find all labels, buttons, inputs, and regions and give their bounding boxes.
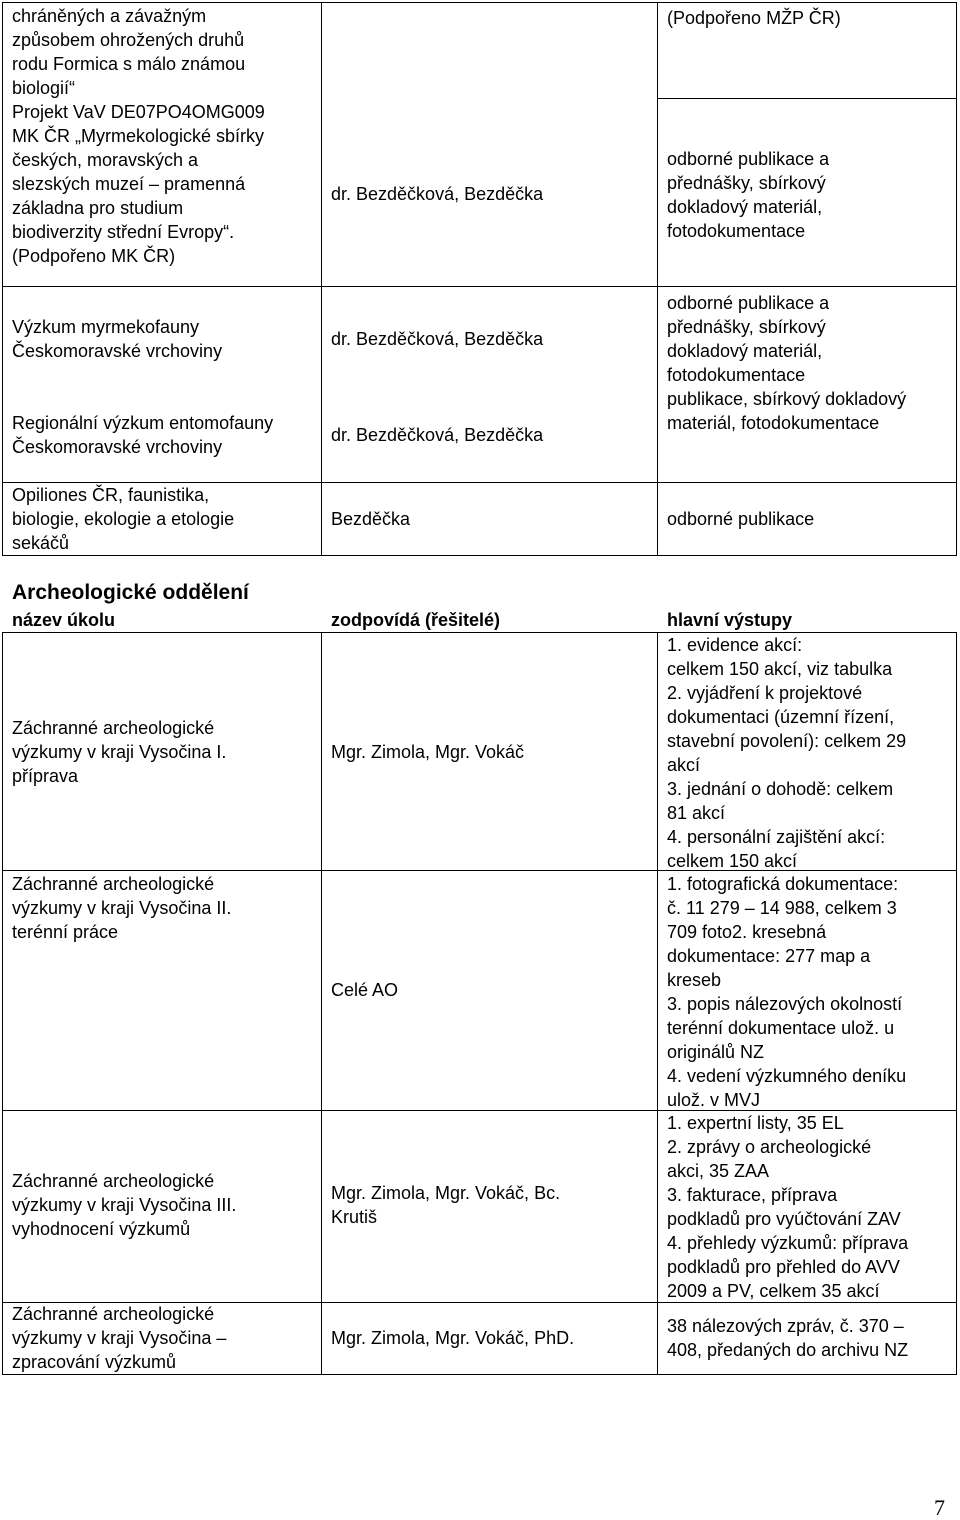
table2-row1-outputs: 1. evidence akcí: celkem 150 akcí, viz tabulka 2. vyjádření k projektové dokumentaci (územní řízení, stavební povolení): celkem 29 akcí 3. jednání o dohodě: celkem 81 akcí 4. personální zajištění akcí: celkem 150 akcí — [667, 635, 907, 871]
table1-row3-responsible: dr. Bezděčková, Bezděčka — [331, 425, 544, 445]
table2-row3-responsible: Mgr. Zimola, Mgr. Vokáč, Bc. Krutiš — [331, 1183, 561, 1227]
table2-row1-task: Záchranné archeologické výzkumy v kraji Vysočina I. příprava — [12, 718, 227, 786]
table2-header-responsible: zodpovídá (řešitelé) — [331, 610, 501, 630]
table1-row1-outputs: odborné publikace a přednášky, sbírkový dokladový materiál, fotodokumentace — [667, 149, 830, 241]
table1-row1-responsible: dr. Bezděčková, Bezděčka — [331, 184, 544, 204]
table2-row1-responsible: Mgr. Zimola, Mgr. Vokáč — [331, 742, 525, 762]
table2-row3-task: Záchranné archeologické výzkumy v kraji Vysočina III. vyhodnocení výzkumů — [12, 1171, 237, 1239]
table1-row4-responsible: Bezděčka — [331, 509, 411, 529]
table1-row2-outputs: odborné publikace a přednášky, sbírkový dokladový materiál, fotodokumentace — [667, 293, 830, 385]
table1-row4-outputs: odborné publikace — [667, 509, 815, 529]
table1-row3-outputs: publikace, sbírkový dokladový materiál, fotodokumentace — [667, 389, 907, 433]
table2-row3-outputs: 1. expertní listy, 35 EL 2. zprávy o archeologické akci, 35 ZAA 3. fakturace, příprava podkladů pro vyúčtování ZAV 4. přehledy výzkumů: příprava podkladů pro přehled do AVV 2009 a PV, celkem 35 akcí — [667, 1113, 909, 1301]
table2-row2-responsible: Celé AO — [331, 980, 399, 1000]
table2-row4-responsible: Mgr. Zimola, Mgr. Vokáč, PhD. — [331, 1328, 575, 1348]
table2-header-outputs: hlavní výstupy — [667, 610, 793, 630]
page-number: 7 — [934, 1495, 945, 1520]
table2-row4-task: Záchranné archeologické výzkumy v kraji Vysočina – zpracování výzkumů — [12, 1304, 227, 1372]
table1-row2-responsible: dr. Bezděčková, Bezděčka — [331, 329, 544, 349]
table1-row1-task: chráněných a závažným způsobem ohrožených druhů rodu Formica s málo známou biologií“ Projekt VaV DE07PO4OMG009 MK ČR „Myrmekologické sbírky českých, moravských a slezských muzeí – pramenná základna pro studium biodiverzity střední Evropy“. (Podpořeno MK ČR) — [12, 6, 265, 266]
table1-row4-task: Opiliones ČR, faunistika, biologie, ekologie a etologie sekáčů — [12, 485, 235, 553]
section-title: Archeologické oddělení — [12, 581, 249, 604]
table1-row1-support: (Podpořeno MŽP ČR) — [667, 8, 841, 28]
table2-row2-task: Záchranné archeologické výzkumy v kraji Vysočina II. terénní práce — [12, 874, 232, 942]
table2-row2-outputs: 1. fotografická dokumentace: č. 11 279 – 14 988, celkem 3 709 foto2. kresebná dokumentace: 277 map a kreseb 3. popis nálezových okolností terénní dokumentace ulož. u originálů NZ 4. vedení výzkumného deníku ulož. v MVJ — [667, 874, 907, 1110]
table1-row3-task: Regionální výzkum entomofauny Českomoravské vrchoviny — [12, 413, 274, 457]
table2-row4-outputs: 38 nálezových zpráv, č. 370 – 408, předaných do archivu NZ — [667, 1316, 909, 1360]
table1-row2-task: Výzkum myrmekofauny Českomoravské vrchoviny — [12, 317, 223, 361]
table2-header-task: název úkolu — [12, 610, 116, 630]
